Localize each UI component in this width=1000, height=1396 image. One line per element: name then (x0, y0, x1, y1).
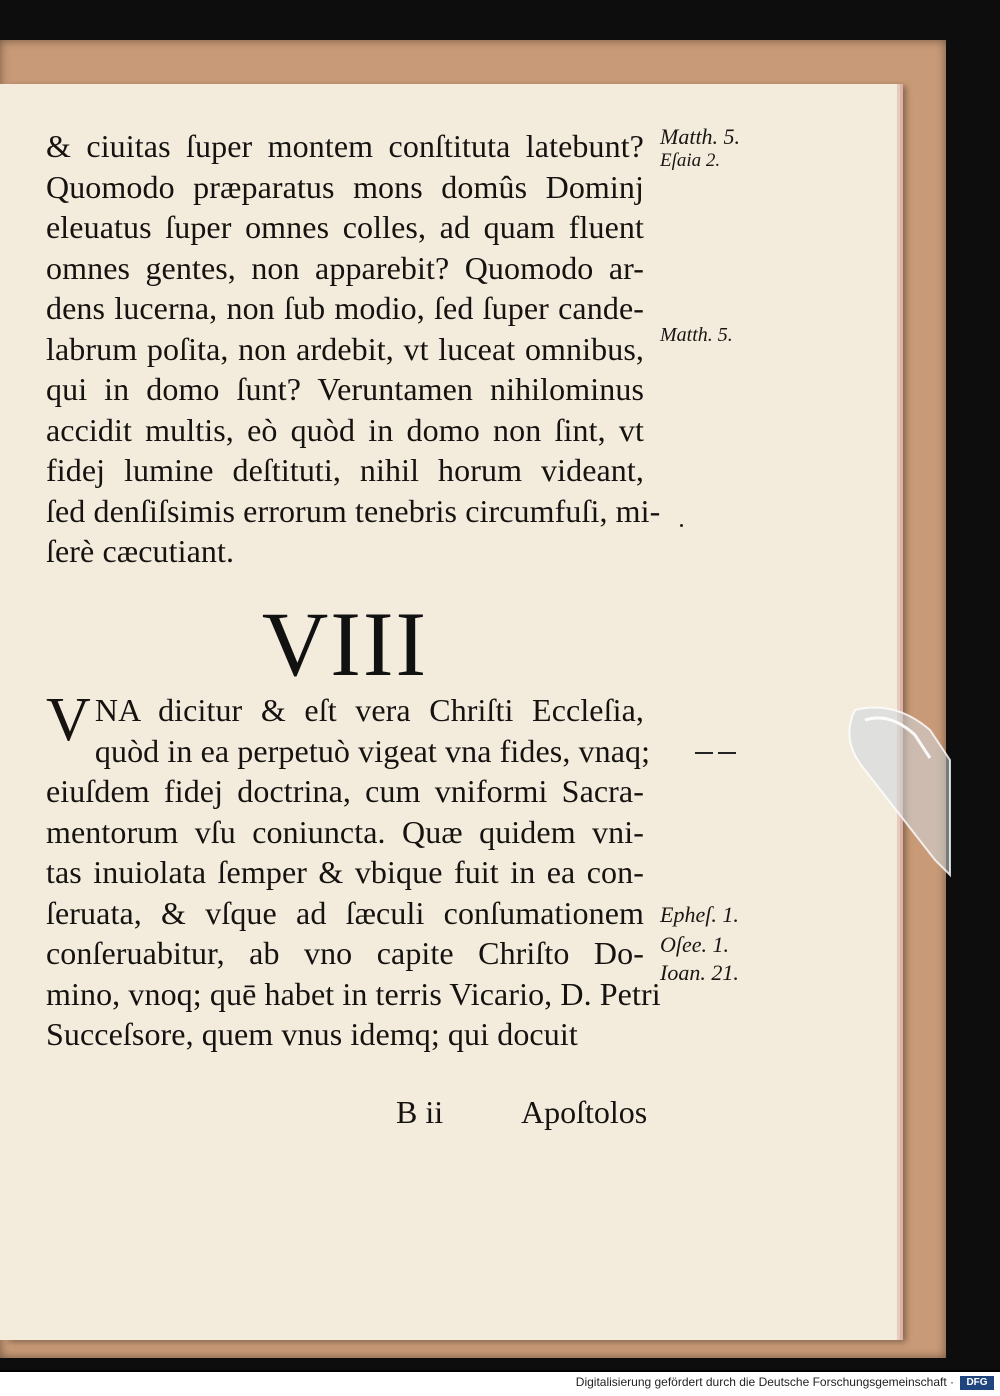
paragraph-2-line: quòd in ea perpetuò vigeat vna fides, vnaq; (94, 732, 651, 769)
paragraph-2-line: eiuſdem fidej doctrina, cum vniformi Sacra- (46, 773, 644, 809)
margin-note-esaia-2: Eſaia 2. (660, 150, 721, 171)
footer-bar (0, 1370, 1000, 1396)
ink-speck (680, 524, 683, 527)
book-page (0, 84, 897, 1340)
paragraph-1-line: & ciuitas ſuper montem conſtituta latebunt? (46, 128, 644, 164)
paragraph-2 (46, 686, 661, 1055)
paragraph-2-line: Succeſsore, quem vnus idemq; qui docuit (46, 1016, 578, 1052)
paragraph-1-line: ſed denſiſsimis errorum tenebris circumfuſi, mi- (46, 492, 661, 529)
plastic-clip (835, 700, 955, 880)
margin-note-matth-5: Matth. 5. (660, 124, 741, 149)
paragraph-2-line: mino, vnoq; quē habet in terris Vicario, D. Petri (46, 975, 661, 1012)
dfg-logo: DFG (960, 1376, 994, 1390)
paragraph-2-line: conſeruabitur, ab vno capite Chriſto Do- (46, 935, 644, 971)
margin-note-ioan-21: Ioan. 21. (660, 960, 739, 985)
paragraph-1-line: omnes gentes, non apparebit? Quomodo ar- (46, 249, 644, 286)
paragraph-2-line: ſeruata, & vſque ad ſæculi conſumationem (46, 894, 644, 931)
paragraph-1 (46, 126, 661, 572)
paragraph-1-line: ſerè cæcutiant. (46, 533, 235, 569)
signature-mark: B ii (396, 1094, 444, 1130)
paragraph-1-line: fidej lumine deſtituti, nihil horum videant, (46, 452, 644, 488)
margin-note-ephes-1: Epheſ. 1. (660, 902, 739, 927)
footer-credit: Digitalisierung gefördert durch die Deutsche Forschungsgemeinschaft · (575, 1375, 954, 1389)
margin-note-matth-5-b: Matth. 5. (660, 324, 733, 346)
paragraph-1-line: eleuatus ſuper omnes colles, ad quam fluent (46, 209, 644, 245)
paragraph-1-line: accidit multis, eò quòd in domo non ſint, vt (46, 411, 644, 448)
paragraph-2-line: tas inuiolata ſemper & vbique fuit in ea con- (46, 854, 644, 890)
drop-cap: V (46, 686, 91, 754)
paragraph-1-line: Quomodo præparatus mons domûs Dominj (46, 168, 644, 205)
paragraph-1-line: dens lucerna, non ſub modio, ſed ſuper cande- (46, 290, 644, 326)
catchword: Apoſtolos (521, 1094, 648, 1130)
ink-mark (695, 752, 713, 754)
paragraph-1-line: labrum poſita, non ardebit, vt luceat omnibus, (46, 330, 644, 367)
margin-note-osee-1: Oſee. 1. (660, 932, 730, 957)
ink-mark-2 (718, 752, 736, 754)
section-heading: VIII (261, 593, 429, 695)
paragraph-2-line: mentorum vſu coniuncta. Quæ quidem vni- (46, 813, 644, 850)
paragraph-1-line: qui in domo ſunt? Veruntamen nihilominus (46, 371, 644, 407)
paragraph-2-line: NA dicitur & eſt vera Chriſti Eccleſia, (94, 692, 644, 728)
